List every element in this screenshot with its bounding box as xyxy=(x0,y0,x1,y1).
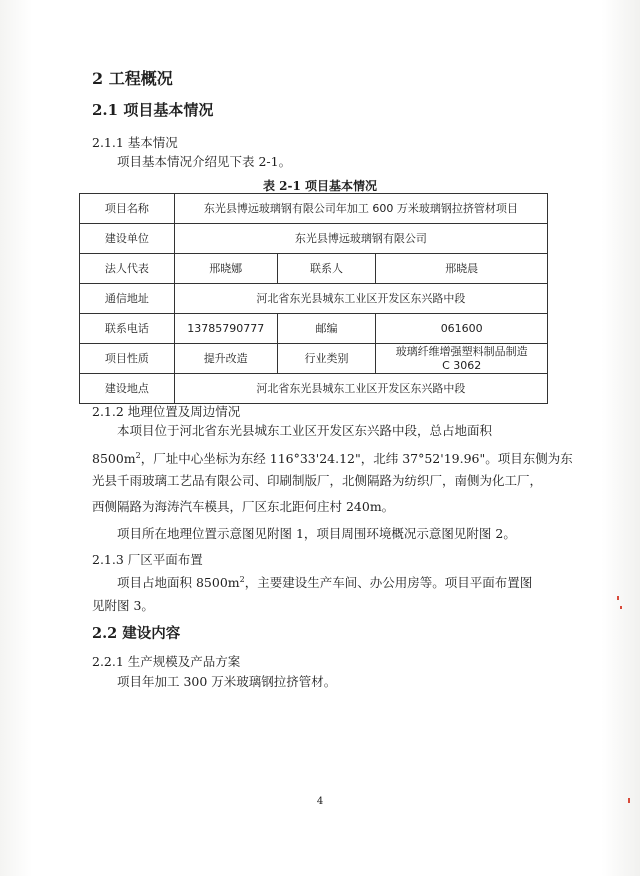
table-cell: 邮编 xyxy=(277,314,376,344)
table-cell: 邢晓晨 xyxy=(376,254,548,284)
project-info-table xyxy=(79,193,548,404)
table-cell: 东光县博远玻璃钢有限公司 xyxy=(174,224,547,254)
paragraph-line: 西侧隔路为海涛汽车模具，厂区东北距何庄村 240m。 xyxy=(92,499,395,514)
subsubsection-heading: 2.1.1 基本情况 xyxy=(92,135,178,150)
table-caption: 表 2-1 项目基本情况 xyxy=(262,179,378,193)
subsection-heading: 2.2 建设内容 xyxy=(92,625,181,642)
table-cell: 东光县博远玻璃钢有限公司年加工 600 万米玻璃钢拉挤管材项目 xyxy=(174,194,547,224)
table-row xyxy=(80,254,548,284)
table-cell: 河北省东光县城东工业区开发区东兴路中段 xyxy=(174,374,547,404)
table-cell: 建设地点 xyxy=(80,374,175,404)
table-cell: 邢晓娜 xyxy=(174,254,277,284)
table-row xyxy=(80,194,548,224)
subsubsection-heading: 2.1.3 厂区平面布置 xyxy=(92,552,203,567)
table-cell: 行业类别 xyxy=(277,344,376,374)
table-cell xyxy=(376,344,548,374)
table-cell: 联系人 xyxy=(277,254,376,284)
section-heading: 2 工程概况 xyxy=(92,69,173,88)
table-cell: 河北省东光县城东工业区开发区东兴路中段 xyxy=(174,284,547,314)
paragraph: 项目年加工 300 万米玻璃钢拉挤管材。 xyxy=(117,674,337,689)
paragraph-line: 本项目位于河北省东光县城东工业区开发区东兴路中段，总占地面积 xyxy=(117,423,493,438)
table-cell-line: 玻璃纤维增强塑料制品制造 xyxy=(395,344,528,358)
paragraph: 项目基本情况介绍见下表 2-1。 xyxy=(117,154,292,169)
edge-mark xyxy=(617,596,619,600)
table-cell-line: C 3062 xyxy=(442,358,482,372)
table-cell: 法人代表 xyxy=(80,254,175,284)
table-cell: 联系电话 xyxy=(80,314,175,344)
table-row xyxy=(80,284,548,314)
paragraph-line: $8500m^2$，厂址中心坐标为东经 116°33'24.12"，北纬 37°52'19.96"。项目东侧为东 xyxy=(92,451,573,467)
edge-mark xyxy=(620,606,622,609)
paragraph: 项目所在地理位置示意图见附图 1，项目周围环境概况示意图见附图 2。 xyxy=(117,526,516,541)
table-cell: 项目性质 xyxy=(80,344,175,374)
subsubsection-heading: 2.2.1 生产规模及产品方案 xyxy=(92,654,241,669)
table-cell: 061600 xyxy=(376,314,548,344)
table-row xyxy=(80,314,548,344)
edge-mark xyxy=(628,798,630,803)
subsection-heading: 2.1 项目基本情况 xyxy=(92,101,214,119)
table-cell: 提升改造 xyxy=(174,344,277,374)
table-cell: 通信地址 xyxy=(80,284,175,314)
table-cell: 建设单位 xyxy=(80,224,175,254)
paragraph-line: 项目占地面积 $8500m^2$，主要建设生产车间、办公用房等。项目平面布置图 xyxy=(117,575,533,591)
subsubsection-heading: 2.1.2 地理位置及周边情况 xyxy=(92,404,241,419)
paragraph-line: 光县千雨玻璃工艺品有限公司、印刷制版厂，北侧隔路为纺织厂，南侧为化工厂， xyxy=(92,473,543,488)
table-row xyxy=(80,374,548,404)
table-cell: 13785790777 xyxy=(174,314,277,344)
page-number: 4 xyxy=(316,796,324,807)
table-row xyxy=(80,224,548,254)
table-row xyxy=(80,344,548,374)
paragraph-line: 见附图 3。 xyxy=(92,598,154,613)
table-cell: 项目名称 xyxy=(80,194,175,224)
